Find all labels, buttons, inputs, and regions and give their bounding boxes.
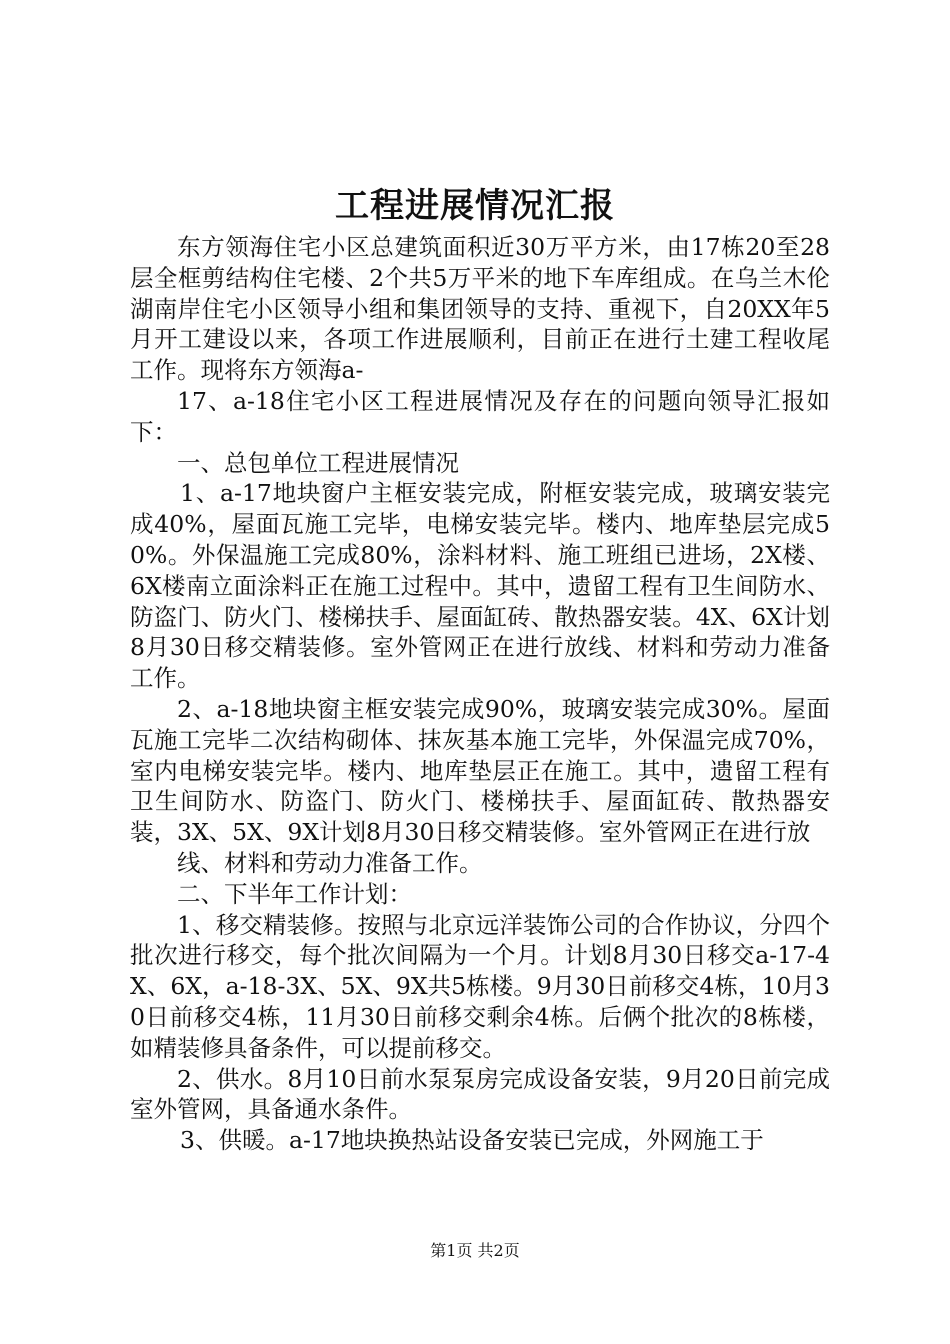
paragraph-intro-continued: 17、a-18住宅小区工程进展情况及存在的问题向领导汇报如下： [130,386,830,446]
section-heading-2: 二、下半年工作计划： [177,879,412,908]
document-title: 工程进展情况汇报 [335,186,615,226]
document-body [130,232,830,1156]
paragraph-plan-heating: 3、供暖。a-17地块换热站设备安装已完成，外网施工于 [180,1126,764,1155]
paragraph-a18-progress-continued: 线、材料和劳动力准备工作。 [177,848,483,877]
paragraph-a17-progress: 1、a-17地块窗户主框安装完成，附框安装完成，玻璃安装完成40%，屋面瓦施工完毕，电梯安装完毕。楼内、地库垫层完成50%。外保温施工完成80%，涂料材料、施工班组已进场，2X楼、6X楼南立面涂料正在施工过程中。其中，遗留工程有卫生间防水、防盗门、防火门、楼梯扶手、屋面缸砖、散热器安装。4X、6X计划8月30日移交精装修。室外管网正在进行放线、材料和劳动力准备工作。 [130,479,830,693]
paragraph-intro: 东方领海住宅小区总建筑面积近30万平方米，由17栋20至28层全框剪结构住宅楼、2个共5万平米的地下车库组成。在乌兰木伦湖南岸住宅小区领导小组和集团领导的支持、重视下，自20XX年5月开工建设以来，各项工作进展顺利，目前正在进行土建工程收尾工作。现将东方领海a- [130,233,830,385]
paragraph-plan-water-supply: 2、供水。8月10日前水泵泵房完成设备安装，9月20日前完成室外管网，具备通水条件。 [130,1064,830,1124]
section-heading-1: 一、总包单位工程进展情况 [177,448,459,477]
page-number: 第1页 共2页 [430,1241,520,1260]
paragraph-a18-progress: 2、a-18地块窗主框安装完成90%，玻璃安装完成30%。屋面瓦施工完毕二次结构砌体、抹灰基本施工完毕，外保温完成70%，室内电梯安装完毕。楼内、地库垫层正在施工。其中，遗留工程有卫生间防水、防盗门、防火门、楼梯扶手、屋面缸砖、散热器安装，3X、5X、9X计划8月30日移交精装修。室外管网正在进行放 [130,694,830,847]
paragraph-plan-handover: 1、移交精装修。按照与北京远洋装饰公司的合作协议，分四个批次进行移交，每个批次间隔为一个月。计划8月30日移交a-17-4X、6X，a-18-3X、5X、9X共5栋楼。9月30日前移交4栋，10月30日前移交4栋，11月30日前移交剩余4栋。后俩个批次的8栋楼，如精装修具备条件，可以提前移交。 [130,910,830,1062]
